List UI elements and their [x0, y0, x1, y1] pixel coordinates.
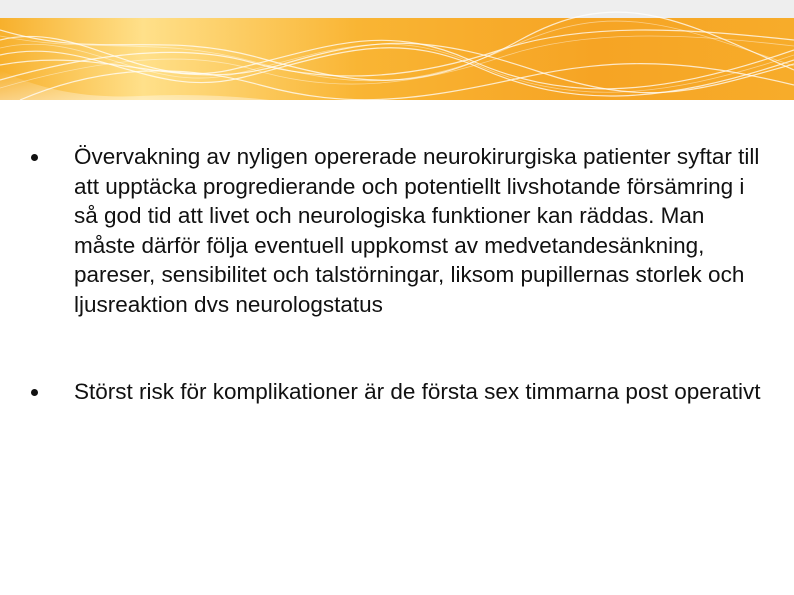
bullet-dot-icon	[31, 154, 38, 161]
bullet-text: Övervakning av nyligen opererade neurokirurgiska patienter syftar till att upptäcka progredierande och potentiellt livshotande försämring i så god tid att livet och neurologiska funktioner kan räddas. Man måste därför följa eventuell uppkomst av medvetandesänkning, pareser, sensibilitet och talstörningar, liksom pupillernas storlek och ljusreaktion dvs neurologstatus	[74, 144, 760, 317]
bullet-list	[28, 142, 768, 407]
bullet-dot-icon	[31, 389, 38, 396]
bullet-item-monitoring	[28, 142, 768, 319]
bullet-item-risk-period	[28, 377, 768, 407]
decorative-wave-banner	[0, 0, 794, 130]
bullet-text: Störst risk för komplikationer är de första sex timmarna post operativt	[74, 379, 761, 404]
slide-content	[28, 142, 768, 407]
